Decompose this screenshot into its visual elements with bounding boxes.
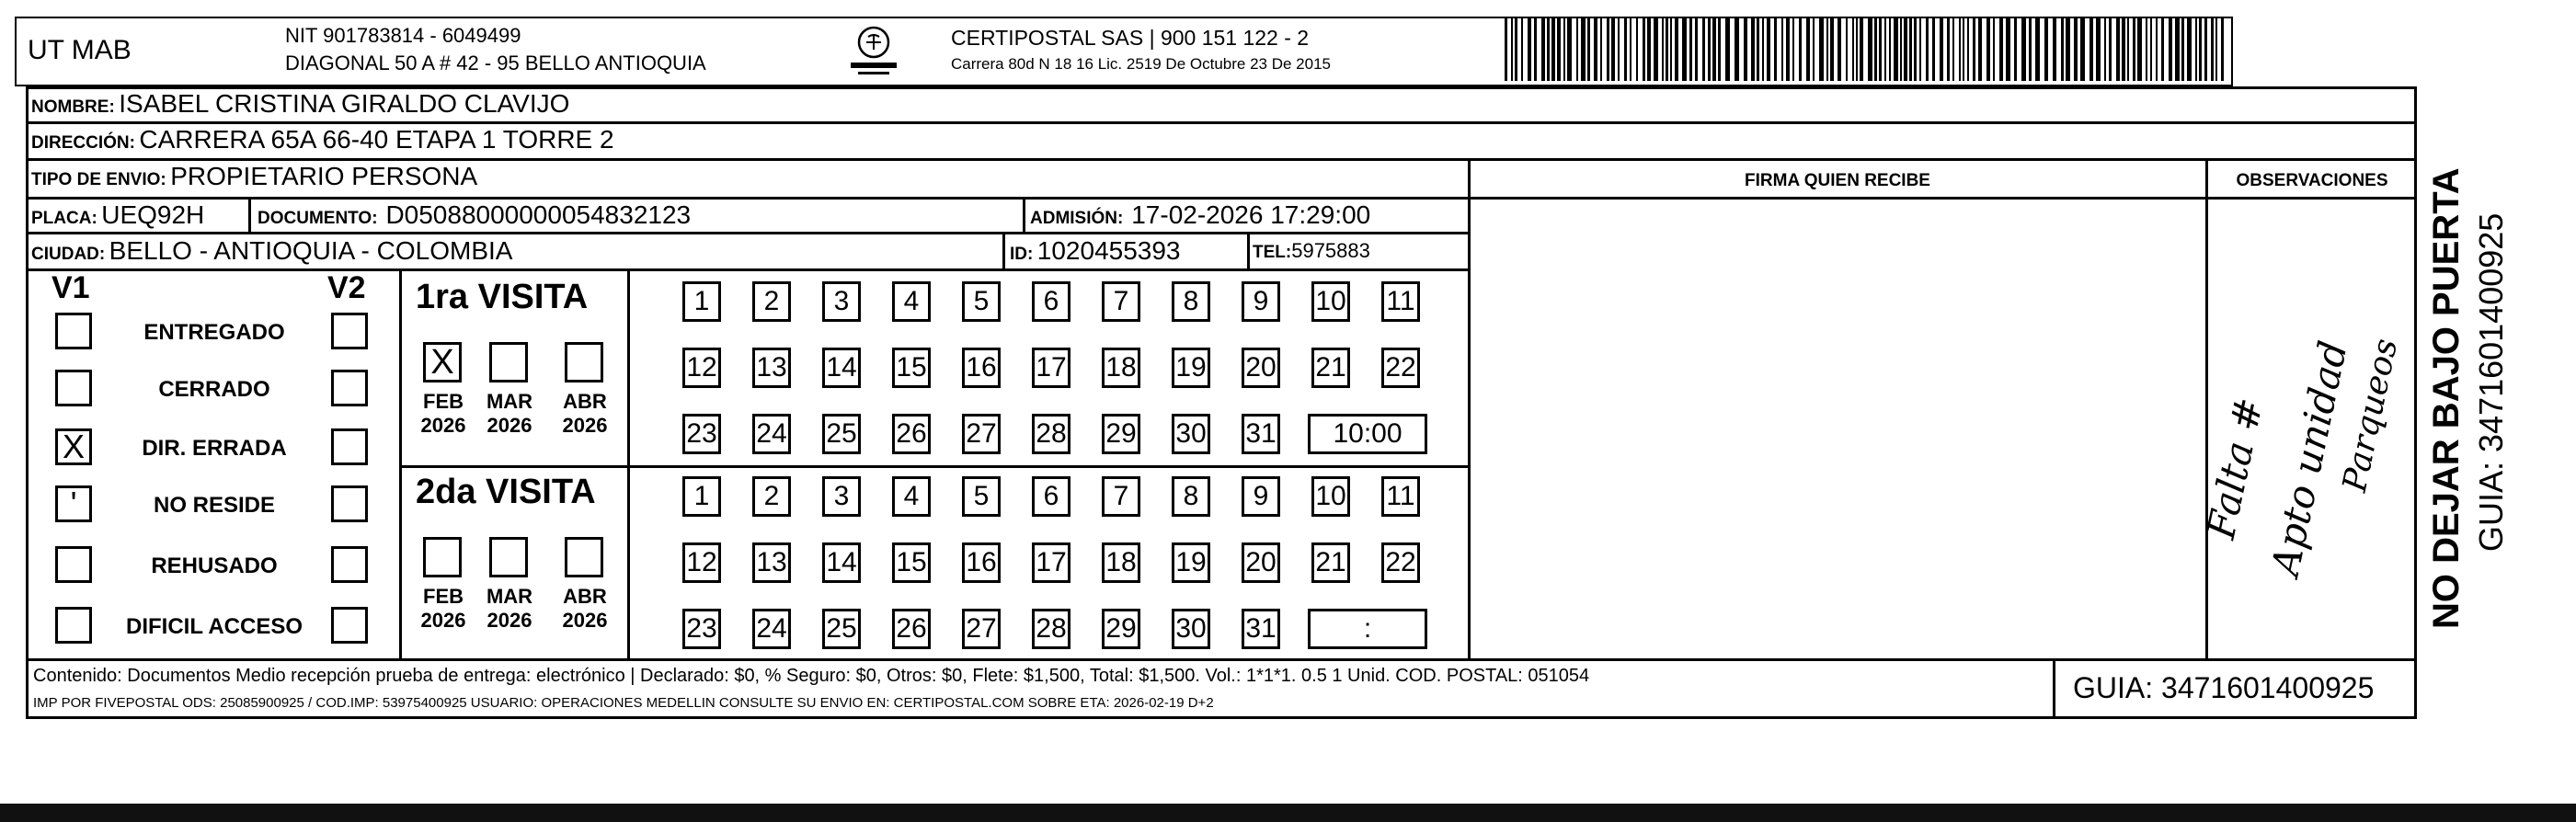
barcode-bar [1567,17,1572,81]
plate-value: UEQ92H [101,200,205,229]
day-checkbox[interactable]: 21 [1311,348,1350,388]
day-checkbox[interactable]: 3 [822,281,861,322]
barcode-bar [1689,17,1692,81]
day-checkbox[interactable]: 14 [822,542,861,583]
month-name: FEB [423,585,464,608]
day-checkbox[interactable]: 15 [892,348,931,388]
side-guia: GUIA: 3471601400925 [2472,212,2510,552]
barcode-bar [1757,17,1759,81]
barcode-bar [1932,17,1935,81]
barcode-bar [1889,17,1891,81]
barcode-bar [1643,17,1645,81]
tel-label: TEL: [1253,243,1292,262]
barcode-bar [1826,17,1828,81]
send-type-row [31,162,477,191]
barcode-bar [2195,17,2197,81]
plate-field [31,200,204,230]
day-checkbox[interactable]: 21 [1311,542,1350,583]
month-label [557,390,613,438]
day-checkbox[interactable]: 29 [1102,609,1140,649]
barcode-bar [1894,17,1898,81]
month-year: 2026 [562,609,608,632]
address-label: DIRECCIÓN: [31,133,135,153]
company-nit: NIT 901783814 - 6049499 [285,24,521,47]
barcode-bar [2127,17,2129,81]
day-checkbox[interactable]: 6 [1032,476,1070,517]
barcode-bar [1952,17,1954,81]
day-checkbox[interactable]: 16 [962,542,1001,583]
observation-line-1: Falta # [2198,394,2273,543]
tel-field [1253,239,1370,263]
barcode-bar [1860,17,1863,81]
status-v1-checkbox[interactable] [55,370,92,406]
barcode-bar [1682,17,1687,81]
day-checkbox[interactable]: 18 [1102,348,1140,388]
barcode-bar [1534,17,1537,81]
barcode-bar [1830,17,1834,81]
barcode-bar [1666,17,1668,81]
day-checkbox[interactable]: 10 [1311,281,1350,322]
id-label: ID: [1010,245,1034,264]
barcode-bar [1551,17,1555,81]
day-checkbox[interactable]: 4 [892,476,931,517]
barcode-bar [2211,17,2214,81]
barcode-bar [1618,17,1620,81]
barcode-bar [2116,17,2120,81]
barcode-bar [2006,17,2010,81]
barcode-bar [1695,17,1698,81]
barcode-bar [2061,17,2064,81]
day-checkbox[interactable]: 20 [1242,348,1280,388]
barcode-bar [2175,17,2180,81]
barcode-bar [1708,17,1711,81]
observation-line-2: Apto unidad [2262,337,2356,580]
day-checkbox[interactable]: 8 [1172,476,1210,517]
barcode-bar [2053,17,2056,81]
barcode-bar [1718,17,1721,81]
barcode-bar [1725,17,1730,81]
status-label: NO RESIDE [153,493,276,518]
send-type-label: TIPO DE ENVIO: [31,170,166,189]
barcode-bar [1884,17,1886,81]
barcode-bar [2187,17,2192,81]
signature-header: FIRMA QUIEN RECIBE [1745,171,1930,190]
month-label [557,585,613,633]
plate-divider [248,197,251,232]
day-checkbox[interactable]: 23 [682,414,721,454]
barcode-bar [1576,17,1578,81]
barcode-bar [1919,17,1921,81]
signature-left-border [1468,158,1471,660]
status-v2-checkbox[interactable] [331,607,368,644]
barcode-bar [1702,17,1705,81]
month-name: ABR [563,390,607,413]
barcode-bar [1806,17,1810,81]
barcode-bar [1515,17,1517,81]
month-checkbox[interactable] [565,537,603,577]
barcode-bar [1926,17,1929,81]
barcode-bar [1978,17,1982,81]
barcode-bar [1767,17,1770,81]
status-label: DIFICIL ACCESO [125,614,303,639]
barcode-bar [1959,17,1961,81]
month-label [482,585,537,633]
barcode-bar [2122,17,2125,81]
barcode-bar [1563,17,1565,81]
footer-guia-divider [2053,658,2055,719]
barcode-bar [1607,17,1609,81]
barcode-bar [2029,17,2032,81]
barcode-bar [1636,17,1638,81]
day-checkbox[interactable]: 1 [682,476,721,517]
day-checkbox[interactable]: 1 [682,281,721,322]
day-checkbox[interactable]: 4 [892,281,931,322]
month-year: 2026 [420,609,466,632]
day-checkbox[interactable]: 3 [822,476,861,517]
day-checkbox[interactable]: 18 [1102,542,1140,583]
barcode-bar [2204,17,2207,81]
day-checkbox[interactable]: 28 [1032,414,1070,454]
tel-divider [1247,232,1250,268]
admission-value: 17-02-2026 17:29:00 [1131,200,1371,229]
barcode [1501,17,2233,81]
day-checkbox[interactable]: 26 [892,414,931,454]
month-checkbox[interactable] [489,537,528,577]
carrier-name: CERTIPOSTAL SAS | 900 151 122 - 2 [951,26,1310,50]
barcode-bar [1967,17,1969,81]
name-row [31,89,569,119]
id-value: 1020455393 [1036,236,1181,265]
barcode-bar [1838,17,1841,81]
status-v1-checkbox[interactable]: X [55,428,92,465]
day-checkbox[interactable]: 19 [1172,348,1210,388]
document-label: DOCUMENTO: [258,209,378,228]
barcode-bar [1505,17,1507,81]
barcode-bar [2014,17,2017,81]
day-checkbox[interactable]: 2 [752,281,791,322]
day-checkbox[interactable]: 24 [752,609,791,649]
barcode-bar [2074,17,2078,81]
day-checkbox[interactable]: 31 [1242,414,1280,454]
barcode-bar [1852,17,1854,81]
barcode-bar [1993,17,1995,81]
barcode-bar [1914,17,1917,81]
barcode-bar [1630,17,1631,81]
barcode-bar [1986,17,1990,81]
month-label [416,390,471,438]
barcode-bar [1557,17,1561,81]
status-label: DIR. ERRADA [142,436,287,461]
status-v2-checkbox[interactable] [331,546,368,583]
day-checkbox[interactable]: 8 [1172,281,1210,322]
month-name: ABR [563,585,607,608]
month-label [416,585,471,633]
barcode-bar [1675,17,1678,81]
barcode-bar [1900,17,1902,81]
barcode-bar [1868,17,1872,81]
day-checkbox[interactable]: 30 [1172,609,1210,649]
city-field [31,236,512,266]
row-divider [399,465,1470,468]
day-checkbox[interactable]: 12 [682,542,721,583]
day-checkbox[interactable]: 26 [892,609,931,649]
day-checkbox[interactable]: 13 [752,542,791,583]
row-divider [26,158,2417,161]
admission-label: ADMISIÓN: [1030,209,1124,228]
barcode-bar [2156,17,2158,81]
barcode-bar [2089,17,2093,81]
footer-divider [26,658,2417,661]
barcode-bar [1874,17,1877,81]
barcode-bar [2181,17,2184,81]
day-checkbox[interactable]: 14 [822,348,861,388]
barcode-bar [1799,17,1802,81]
barcode-bar [1547,17,1550,81]
barcode-bar [1963,17,1964,81]
carrier-license: Carrera 80d N 18 16 Lic. 2519 De Octubre 23 De 2015 [951,55,1331,73]
month-checkbox[interactable] [423,537,462,577]
day-checkbox[interactable]: 10 [1311,476,1350,517]
barcode-bar [1904,17,1907,81]
month-label [482,390,537,438]
barcode-bar [2109,17,2112,81]
time-field[interactable]: : [1308,609,1427,649]
day-checkbox[interactable]: 17 [1032,348,1070,388]
scan-edge [0,804,2576,822]
document-value: D05088000000054832123 [385,200,692,229]
footer-guia: GUIA: 3471601400925 [2073,671,2375,704]
barcode-bar [1751,17,1755,81]
barcode-bar [1940,17,1943,81]
barcode-bar [1762,17,1764,81]
month-year: 2026 [487,609,532,632]
visit-title: 1ra VISITA [416,278,589,316]
barcode-bar [2035,17,2040,81]
barcode-bar [1792,17,1794,81]
barcode-bar [2080,17,2085,81]
status-label: CERRADO [158,377,270,402]
barcode-bar [2133,17,2135,81]
document-field [258,200,691,230]
day-checkbox[interactable]: 27 [962,414,1001,454]
barcode-bar [1654,17,1658,81]
month-divider [627,268,630,660]
month-checkbox[interactable] [489,342,528,382]
footer-imp: IMP POR FIVEPOSTAL ODS: 25085900925 / COD.IMP: 53975400925 USUARIO: OPERACIONES MEDELLIN CONSULTE SU ENVIO EN: CERTIPOSTAL.COM SOBRE ETA: 2026-02-19 D+2 [33,695,1214,711]
v1-label: V1 [52,270,90,305]
id-field [1010,236,1181,266]
address-value: CARRERA 65A 66-40 ETAPA 1 TORRE 2 [139,125,614,154]
barcode-bar [1744,17,1747,81]
status-label: REHUSADO [151,554,278,578]
barcode-bar [1600,17,1602,81]
row-divider [26,232,1470,234]
barcode-bar [1735,17,1739,81]
city-value: BELLO - ANTIOQUIA - COLOMBIA [109,236,513,265]
day-checkbox[interactable]: 24 [752,414,791,454]
month-year: 2026 [420,414,466,437]
observations-handwriting [2198,211,2415,653]
barcode-bar [1813,17,1815,81]
barcode-bar [2104,17,2106,81]
barcode-bar [2137,17,2142,81]
day-checkbox[interactable]: 2 [752,476,791,517]
barcode-bar [2221,17,2224,81]
day-checkbox[interactable]: 27 [962,609,1001,649]
v2-label: V2 [327,270,366,305]
barcode-bar [2066,17,2070,81]
plate-label: PLACA: [31,209,97,228]
row-divider [26,268,1470,271]
name-value: ISABEL CRISTINA GIRALDO CLAVIJO [119,89,570,118]
day-checkbox[interactable]: 5 [962,476,1001,517]
barcode-bar [2146,17,2147,81]
day-checkbox[interactable]: 22 [1381,348,1420,388]
name-label: NOMBRE: [31,97,115,117]
barcode-bar [1521,17,1523,81]
barcode-bar [1594,17,1597,81]
barcode-bar [1528,17,1531,81]
status-v1-checkbox[interactable] [55,313,92,349]
company-address: DIAGONAL 50 A # 42 - 95 BELLO ANTIOQUIA [285,51,706,74]
side-warning: NO DEJAR BAJO PUERTA [2426,167,2467,629]
barcode-bar [2215,17,2217,81]
day-checkbox[interactable]: 20 [1242,542,1280,583]
address-row [31,125,614,154]
barcode-bar [1786,17,1790,81]
status-label: ENTREGADO [143,320,285,345]
barcode-bar [1774,17,1777,81]
month-name: FEB [423,390,464,413]
company-name: UT MAB [28,35,132,65]
admission-field [1030,200,1370,230]
day-checkbox[interactable]: 11 [1381,476,1420,517]
status-v1-checkbox[interactable] [55,607,92,644]
month-name: MAR [486,585,533,608]
barcode-bar [1999,17,2003,81]
barcode-bar [1781,17,1783,81]
row-divider [26,197,2417,200]
day-checkbox[interactable]: 22 [1381,542,1420,583]
barcode-bar [2169,17,2172,81]
month-checkbox[interactable] [565,342,603,382]
barcode-bar [1624,17,1627,81]
status-v1-checkbox[interactable] [55,546,92,583]
id-divider [1002,232,1005,268]
observation-line-3: Parqueos [2336,335,2406,496]
barcode-bar [1879,17,1882,81]
barcode-bar [2199,17,2202,81]
status-v2-checkbox[interactable] [331,485,368,522]
day-checkbox[interactable]: 13 [752,348,791,388]
day-checkbox[interactable]: 11 [1381,281,1420,322]
admission-divider [1023,197,1025,232]
tel-value: 5975883 [1291,239,1370,262]
barcode-bar [1712,17,1716,81]
barcode-bar [2161,17,2164,81]
status-v2-checkbox[interactable] [331,313,368,349]
day-checkbox[interactable]: 9 [1242,281,1280,322]
day-checkbox[interactable]: 29 [1102,414,1140,454]
day-checkbox[interactable]: 25 [822,609,861,649]
barcode-bar [1511,17,1513,81]
barcode-bar [2150,17,2152,81]
certipostal-logo [841,24,906,79]
month-name: MAR [486,390,533,413]
day-checkbox[interactable]: 17 [1032,542,1070,583]
month-checkbox[interactable]: X [423,342,462,382]
barcode-bar [1973,17,1975,81]
status-v1-checkbox[interactable]: ' [55,485,92,522]
barcode-bar [1856,17,1858,81]
day-checkbox[interactable]: 30 [1172,414,1210,454]
observations-header: OBSERVACIONES [2236,171,2388,190]
barcode-bar [1647,17,1651,81]
status-divider [399,268,402,660]
barcode-bar [1670,17,1672,81]
barcode-bar [1541,17,1545,81]
month-year: 2026 [562,414,608,437]
day-checkbox[interactable]: 6 [1032,281,1070,322]
city-label: CIUDAD: [31,245,106,264]
barcode-bar [1662,17,1664,81]
day-checkbox[interactable]: 19 [1172,542,1210,583]
barcode-bar [2044,17,2048,81]
time-field[interactable]: 10:00 [1308,414,1427,454]
barcode-bar [1611,17,1615,81]
barcode-bar [1819,17,1824,81]
month-year: 2026 [487,414,532,437]
barcode-bar [1846,17,1848,81]
day-checkbox[interactable]: 25 [822,414,861,454]
barcode-bar [2096,17,2101,81]
footer-contents: Contenido: Documentos Medio recepción prueba de entrega: electrónico | Declarado: $0, % Seguro: $0, Otros: $0, Flete: $1,500, Total: $1,500. Vol.: 1*1*1. 0.5 1 Unid. COD. POSTAL: 051054 [33,666,1590,686]
day-checkbox[interactable]: 23 [682,609,721,649]
visit-title: 2da VISITA [416,473,596,511]
status-v2-checkbox[interactable] [331,370,368,406]
send-type-value: PROPIETARIO PERSONA [170,162,478,190]
day-checkbox[interactable]: 12 [682,348,721,388]
day-checkbox[interactable]: 15 [892,542,931,583]
barcode-bar [2021,17,2026,81]
day-checkbox[interactable]: 9 [1242,476,1280,517]
row-divider [26,121,2417,124]
barcode-bar [1909,17,1912,81]
day-checkbox[interactable]: 7 [1102,281,1140,322]
day-checkbox[interactable]: 16 [962,348,1001,388]
barcode-bar [1587,17,1590,81]
day-checkbox[interactable]: 7 [1102,476,1140,517]
day-checkbox[interactable]: 28 [1032,609,1070,649]
barcode-bar [1947,17,1950,81]
status-v2-checkbox[interactable] [331,428,368,465]
barcode-bar [1581,17,1586,81]
day-checkbox[interactable]: 31 [1242,609,1280,649]
day-checkbox[interactable]: 5 [962,281,1001,322]
